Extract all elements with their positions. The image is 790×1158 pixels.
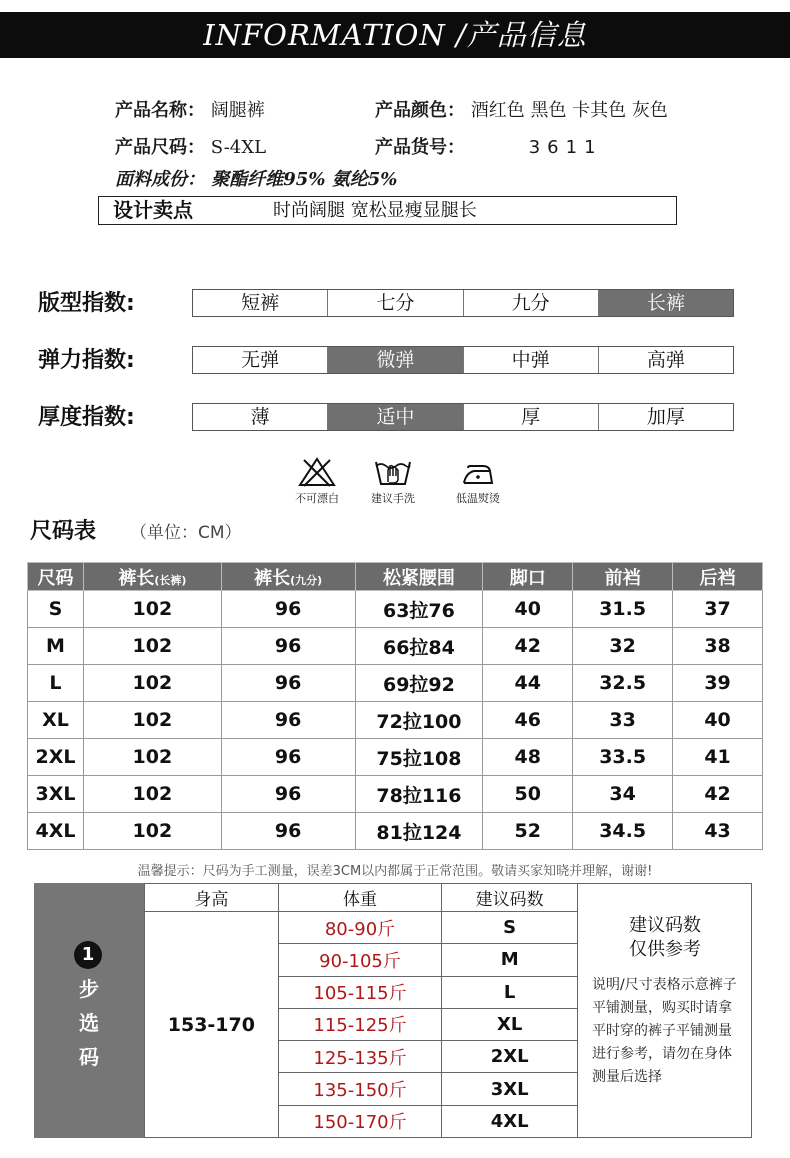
stretch-index-label: 弹力指数: — [38, 348, 135, 373]
product-size-value: S-4XL — [210, 137, 267, 158]
product-size — [115, 133, 266, 159]
weight-range-cell: 150-170斤 — [278, 1105, 442, 1137]
note-title-line: 仅供参考 — [629, 939, 701, 960]
product-sku-label: 产品货号： — [375, 137, 465, 158]
banner-title: INFORMATION /产品信息 — [203, 18, 587, 52]
size-table-header — [28, 563, 763, 591]
step-number-badge: 1 — [74, 941, 102, 969]
recommended-size-cell: XL — [442, 1008, 578, 1040]
table-cell: 96 — [221, 813, 355, 850]
table-cell: 44 — [483, 665, 573, 702]
weight-range-cell: 135-150斤 — [278, 1073, 442, 1105]
table-cell: 46 — [483, 702, 573, 739]
table-cell: 102 — [83, 702, 221, 739]
product-name-value: 阔腿裤 — [210, 100, 265, 121]
column-header-text: 裤长 — [254, 567, 291, 589]
recommendation-note-panel — [578, 883, 752, 1138]
table-cell: 43 — [673, 813, 763, 850]
column-header-text: 裤长 — [118, 567, 155, 589]
table-cell: 42 — [483, 628, 573, 665]
recommended-size-cell: 3XL — [442, 1073, 578, 1105]
product-fabric-value: 聚酯纤维95% 氨纶5% — [211, 169, 398, 190]
table-row — [28, 739, 763, 776]
design-label: 设计卖点 — [113, 198, 193, 222]
stretch-index-row — [38, 346, 738, 376]
care-caption: 建议手洗 — [371, 492, 415, 505]
table-cell: 33 — [573, 702, 673, 739]
table-cell: 96 — [221, 628, 355, 665]
size-label-cell: S — [28, 591, 84, 628]
product-color — [375, 96, 668, 122]
table-cell: 102 — [83, 628, 221, 665]
size-label-cell: XL — [28, 702, 84, 739]
table-cell: 72拉100 — [355, 702, 483, 739]
fit-option: 短裤 — [193, 290, 328, 316]
stretch-option: 高弹 — [646, 349, 685, 371]
fit-option: 九分 — [464, 290, 599, 316]
stretch-option: 中弹 — [464, 347, 599, 373]
table-cell: 40 — [673, 702, 763, 739]
table-cell: 96 — [221, 739, 355, 776]
low-iron-icon — [458, 456, 498, 488]
table-cell: 52 — [483, 813, 573, 850]
table-cell: 34 — [573, 776, 673, 813]
column-header: 后裆 — [673, 563, 763, 591]
weight-range-cell: 80-90斤 — [278, 912, 442, 944]
size-label-cell: 3XL — [28, 776, 84, 813]
table-cell: 102 — [83, 665, 221, 702]
thickness-index-label: 厚度指数: — [38, 405, 135, 430]
thickness-option-selected: 适中 — [328, 404, 463, 430]
thickness-index-scale — [192, 403, 734, 431]
fit-option: 七分 — [328, 290, 463, 316]
recommended-size-cell: 2XL — [442, 1041, 578, 1073]
size-chart-title: 尺码表 — [30, 519, 97, 544]
product-sku-value: 3611 — [528, 137, 603, 158]
table-cell: 40 — [483, 591, 573, 628]
size-chart-unit: （单位：CM） — [130, 523, 242, 543]
stretch-option-selected: 微弹 — [328, 347, 463, 373]
recommendation-header — [145, 884, 578, 912]
table-cell: 102 — [83, 739, 221, 776]
recommended-size-cell: S — [442, 912, 578, 944]
table-cell: 34.5 — [573, 813, 673, 850]
column-header-note: (长裤) — [154, 573, 187, 587]
table-cell: 96 — [221, 776, 355, 813]
column-header: 前裆 — [573, 563, 673, 591]
note-title — [578, 914, 752, 962]
product-color-label: 产品颜色： — [375, 100, 465, 121]
size-label-cell: 2XL — [28, 739, 84, 776]
table-cell: 96 — [221, 591, 355, 628]
table-cell: 69拉92 — [355, 665, 483, 702]
product-fabric-label: 面料成份： — [115, 169, 205, 190]
table-cell: 32 — [573, 628, 673, 665]
table-cell: 33.5 — [573, 739, 673, 776]
table-cell: 41 — [673, 739, 763, 776]
recommended-size-cell: L — [442, 976, 578, 1008]
size-label-cell: M — [28, 628, 84, 665]
weight-range-cell: 90-105斤 — [278, 944, 442, 976]
hand-wash-icon — [373, 456, 413, 488]
measurement-tip: 温馨提示：尺码为手工测量，误差3CM以内都属于正常范围。敬请买家知晓并理解，谢谢! — [137, 864, 653, 879]
step-panel — [34, 883, 144, 1138]
column-header-note: (九分) — [290, 573, 323, 587]
table-cell: 31.5 — [573, 591, 673, 628]
thickness-option: 薄 — [193, 404, 328, 430]
fit-index-row — [38, 289, 738, 319]
weight-range-cell: 105-115斤 — [278, 976, 442, 1008]
product-size-label: 产品尺码： — [115, 137, 205, 158]
column-header — [221, 563, 355, 591]
fit-index-scale — [192, 289, 734, 317]
care-item-bleach — [277, 456, 357, 506]
title-banner — [0, 12, 790, 58]
table-cell: 75拉108 — [355, 739, 483, 776]
table-row — [28, 628, 763, 665]
column-header — [83, 563, 221, 591]
note-title-line: 建议码数 — [629, 915, 701, 936]
product-sku — [375, 133, 603, 159]
table-row — [28, 813, 763, 850]
table-row — [28, 702, 763, 739]
care-item-iron — [438, 456, 518, 506]
column-header: 松紧腰围 — [355, 563, 483, 591]
product-name — [115, 96, 265, 122]
size-label-cell: L — [28, 665, 84, 702]
height-range-cell: 153-170 — [145, 912, 279, 1138]
column-header: 脚口 — [483, 563, 573, 591]
table-cell: 78拉116 — [355, 776, 483, 813]
column-header: 建议码数 — [442, 884, 578, 912]
column-header: 身高 — [145, 884, 279, 912]
table-cell: 96 — [221, 665, 355, 702]
care-item-wash — [353, 456, 433, 506]
column-header: 尺码 — [28, 563, 84, 591]
table-row — [145, 912, 578, 944]
table-cell: 32.5 — [573, 665, 673, 702]
thickness-index-row — [38, 403, 738, 433]
size-label-cell: 4XL — [28, 813, 84, 850]
step-char: 选 — [79, 1011, 99, 1035]
table-cell: 37 — [673, 591, 763, 628]
product-name-label: 产品名称： — [115, 100, 205, 121]
size-table — [27, 562, 763, 850]
table-cell: 39 — [673, 665, 763, 702]
thickness-option: 厚 — [464, 404, 599, 430]
stretch-option: 无弹 — [193, 347, 328, 373]
thickness-option: 加厚 — [646, 406, 685, 428]
step-char: 步 — [79, 977, 99, 1001]
table-cell: 102 — [83, 813, 221, 850]
no-bleach-icon — [297, 456, 337, 488]
weight-range-cell: 125-135斤 — [278, 1041, 442, 1073]
fit-option-selected: 长裤 — [599, 290, 733, 316]
note-text: 说明/尺寸表格示意裤子平铺测量，购买时请拿平时穿的裤子平铺测量进行参考，请勿在身体测量后选择 — [592, 977, 737, 1085]
table-cell: 63拉76 — [355, 591, 483, 628]
care-caption: 不可漂白 — [295, 492, 339, 505]
table-cell: 38 — [673, 628, 763, 665]
table-cell: 50 — [483, 776, 573, 813]
step-char: 码 — [79, 1045, 99, 1069]
product-color-value: 酒红色 黑色 卡其色 灰色 — [470, 100, 668, 121]
column-header: 体重 — [278, 884, 442, 912]
table-cell: 96 — [221, 702, 355, 739]
care-caption: 低温熨烫 — [456, 492, 500, 505]
recommended-size-cell: M — [442, 944, 578, 976]
recommendation-table — [144, 883, 578, 1138]
size-recommendation — [34, 883, 752, 1138]
table-row — [28, 665, 763, 702]
table-row — [28, 776, 763, 813]
table-cell: 81拉124 — [355, 813, 483, 850]
weight-range-cell: 115-125斤 — [278, 1008, 442, 1040]
product-fabric — [115, 165, 397, 191]
design-value: 时尚阔腿 宽松显瘦显腿长 — [273, 200, 477, 221]
table-cell: 48 — [483, 739, 573, 776]
design-highlight-box — [98, 196, 677, 225]
table-row — [28, 591, 763, 628]
recommended-size-cell: 4XL — [442, 1105, 578, 1137]
table-cell: 102 — [83, 776, 221, 813]
table-cell: 42 — [673, 776, 763, 813]
table-cell: 66拉84 — [355, 628, 483, 665]
table-cell: 102 — [83, 591, 221, 628]
stretch-index-scale — [192, 346, 734, 374]
fit-index-label: 版型指数: — [38, 291, 135, 316]
